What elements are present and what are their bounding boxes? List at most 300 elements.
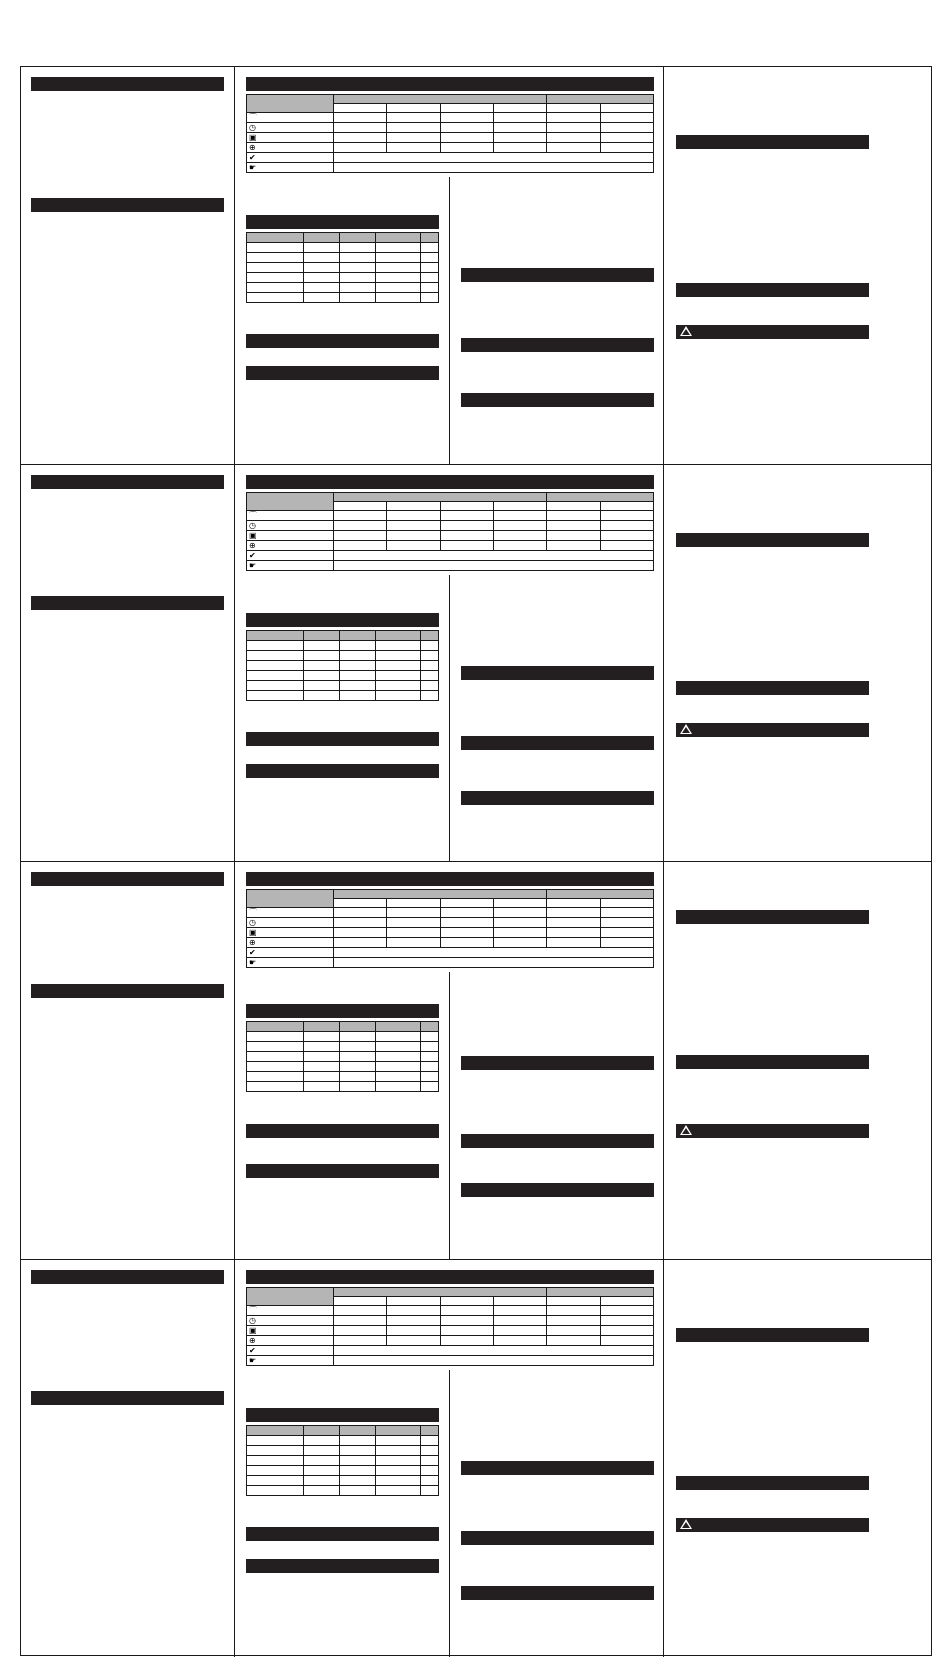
data-table	[246, 1425, 439, 1496]
table-cell	[340, 243, 376, 253]
table-subheader-cell	[547, 899, 600, 908]
table-header-cell	[334, 95, 547, 104]
section-header-bar	[246, 1270, 654, 1284]
column-divider	[663, 1260, 664, 1658]
section-header-bar	[676, 1328, 869, 1342]
table-cell	[440, 1315, 493, 1325]
table-cell	[340, 1425, 376, 1435]
section-header-bar	[676, 283, 869, 297]
spec-table	[246, 492, 654, 571]
table-subheader-cell	[493, 104, 546, 113]
warning-header-bar	[676, 723, 869, 737]
table-cell	[387, 113, 440, 123]
table-cell	[547, 1335, 600, 1345]
section-header-bar	[31, 77, 224, 91]
table-row	[247, 530, 654, 540]
table-cell	[440, 520, 493, 530]
table-cell	[493, 510, 546, 520]
table-subheader-cell	[493, 899, 546, 908]
check-icon: ✔	[247, 948, 334, 958]
table-row	[247, 1435, 439, 1445]
table-cell	[387, 133, 440, 143]
section-header-bar	[246, 1527, 439, 1541]
table-cell	[247, 680, 304, 690]
table-cell	[375, 293, 420, 303]
table-cell	[420, 243, 438, 253]
table-row	[247, 253, 439, 263]
table-subheader-cell	[600, 1296, 653, 1305]
table-row	[247, 670, 439, 680]
document-sheet	[20, 66, 932, 1656]
column-divider	[234, 465, 235, 862]
section-header-bar	[31, 1391, 224, 1405]
column-divider	[449, 575, 450, 862]
section-header-bar	[246, 334, 439, 348]
table-cell	[304, 650, 340, 660]
table-subheader-cell	[440, 1296, 493, 1305]
table-cell	[304, 1072, 340, 1082]
section-header-bar	[246, 764, 439, 778]
table-cell	[375, 1435, 420, 1445]
section-header-bar	[246, 732, 439, 746]
data-table	[246, 630, 439, 701]
table-cell	[340, 1455, 376, 1465]
section-header-bar	[461, 791, 654, 805]
table-cell	[420, 1062, 438, 1072]
table-row	[247, 510, 654, 520]
table-cell	[334, 520, 387, 530]
table-cell	[547, 133, 600, 143]
section-header-bar	[246, 1408, 439, 1422]
table-cell	[493, 918, 546, 928]
table-cell	[387, 918, 440, 928]
table-cell	[600, 520, 653, 530]
column-divider	[449, 972, 450, 1259]
warning-header-bar	[676, 1518, 869, 1532]
warning-triangle-icon	[680, 724, 692, 734]
table-cell	[440, 918, 493, 928]
table-cell	[600, 143, 653, 153]
table-cell	[420, 1032, 438, 1042]
table-cell	[304, 1445, 340, 1455]
panel-row	[21, 1260, 931, 1658]
table-cell	[247, 263, 304, 273]
table-cell	[547, 113, 600, 123]
table-cell	[420, 1455, 438, 1465]
table-cell	[334, 928, 387, 938]
table-cell	[387, 1305, 440, 1315]
table-cell	[440, 938, 493, 948]
table-cell	[387, 143, 440, 153]
table-cell	[340, 273, 376, 283]
table-cell	[387, 1325, 440, 1335]
table-cell	[304, 1082, 340, 1092]
table-cell	[493, 143, 546, 153]
target-icon: ⊕	[247, 540, 334, 550]
connector-icon: ⌒	[247, 908, 334, 918]
table-cell	[304, 690, 340, 700]
table-row	[247, 908, 654, 918]
table-cell	[247, 253, 304, 263]
table-cell	[547, 1315, 600, 1325]
table-cell	[334, 133, 387, 143]
table-subheader-cell	[547, 501, 600, 510]
column-divider	[663, 465, 664, 862]
table-cell	[340, 1445, 376, 1455]
table-cell	[304, 630, 340, 640]
section-header-bar	[246, 475, 654, 489]
table-header-cell	[247, 890, 334, 908]
table-cell	[334, 153, 654, 163]
table-subheader-cell	[334, 501, 387, 510]
table-cell	[334, 560, 654, 570]
table-cell	[340, 680, 376, 690]
table-cell	[375, 273, 420, 283]
table-cell	[387, 928, 440, 938]
table-subheader-cell	[334, 899, 387, 908]
table-cell	[387, 938, 440, 948]
column-divider	[449, 1370, 450, 1658]
table-cell	[600, 1325, 653, 1335]
table-row	[247, 1082, 439, 1092]
section-header-bar	[246, 1004, 439, 1018]
connector-icon: ⌒	[247, 510, 334, 520]
table-cell	[547, 530, 600, 540]
table-cell	[420, 690, 438, 700]
table-row	[247, 283, 439, 293]
table-cell	[547, 908, 600, 918]
table-cell	[304, 1022, 340, 1032]
table-cell	[334, 540, 387, 550]
table-row	[247, 1485, 439, 1495]
section-header-bar	[461, 1134, 654, 1148]
table-cell	[440, 133, 493, 143]
section-header-bar	[31, 596, 224, 610]
pointer-icon: ☛	[247, 560, 334, 570]
table-subheader-cell	[387, 104, 440, 113]
table-cell	[334, 123, 387, 133]
table-cell	[420, 640, 438, 650]
table-header-cell	[247, 1287, 334, 1305]
clock-icon: ◷	[247, 123, 334, 133]
table-cell	[334, 1305, 387, 1315]
table-row	[247, 520, 654, 530]
table-subheader-cell	[334, 1296, 387, 1305]
table-header-cell	[334, 1287, 547, 1296]
pointer-icon: ☛	[247, 163, 334, 173]
section-header-bar	[461, 338, 654, 352]
check-icon: ✔	[247, 1345, 334, 1355]
table-row	[247, 1465, 439, 1475]
table-cell	[547, 1305, 600, 1315]
panel-row	[21, 465, 931, 863]
check-icon: ✔	[247, 550, 334, 560]
table-cell	[387, 540, 440, 550]
display-icon: ▣	[247, 928, 334, 938]
table-cell	[375, 1042, 420, 1052]
table-row	[247, 133, 654, 143]
table-cell	[440, 1325, 493, 1335]
warning-triangle-icon	[680, 1125, 692, 1135]
table-cell	[375, 1082, 420, 1092]
warning-header-bar	[676, 325, 869, 339]
table-cell	[340, 283, 376, 293]
table-cell	[440, 908, 493, 918]
table-row	[247, 1445, 439, 1455]
table-cell	[334, 948, 654, 958]
display-icon: ▣	[247, 133, 334, 143]
connector-icon: ⌒	[247, 1305, 334, 1315]
section-header-bar	[246, 215, 439, 229]
table-row	[247, 640, 439, 650]
table-cell	[600, 918, 653, 928]
section-header-bar	[31, 475, 224, 489]
table-cell	[340, 253, 376, 263]
section-header-bar	[676, 681, 869, 695]
table-cell	[340, 1042, 376, 1052]
table-cell	[340, 1435, 376, 1445]
table-row	[247, 123, 654, 133]
table-cell	[547, 510, 600, 520]
table-row	[247, 1042, 439, 1052]
table-cell	[247, 273, 304, 283]
table-cell	[304, 1475, 340, 1485]
spec-table	[246, 94, 654, 173]
table-cell	[247, 1022, 304, 1032]
table-row	[247, 560, 654, 570]
table-cell	[247, 233, 304, 243]
table-cell	[340, 660, 376, 670]
table-header-row	[247, 1022, 439, 1032]
table-row	[247, 938, 654, 948]
target-icon: ⊕	[247, 1335, 334, 1345]
table-cell	[375, 660, 420, 670]
table-cell	[304, 233, 340, 243]
table-cell	[600, 113, 653, 123]
table-cell	[547, 918, 600, 928]
table-row	[247, 660, 439, 670]
table-cell	[420, 273, 438, 283]
pointer-icon: ☛	[247, 958, 334, 968]
table-cell	[440, 143, 493, 153]
table-header-cell	[547, 492, 654, 501]
table-cell	[247, 293, 304, 303]
table-subheader-cell	[334, 104, 387, 113]
table-cell	[247, 1032, 304, 1042]
table-cell	[304, 680, 340, 690]
table-cell	[600, 133, 653, 143]
table-cell	[375, 1475, 420, 1485]
table-row	[247, 163, 654, 173]
section-header-bar	[676, 1476, 869, 1490]
table-cell	[600, 908, 653, 918]
table-cell	[375, 253, 420, 263]
table-cell	[340, 233, 376, 243]
display-icon: ▣	[247, 1325, 334, 1335]
table-subheader-cell	[547, 1296, 600, 1305]
section-header-bar	[461, 1586, 654, 1600]
check-icon: ✔	[247, 153, 334, 163]
table-cell	[247, 660, 304, 670]
section-header-bar	[246, 1164, 439, 1178]
table-cell	[304, 1042, 340, 1052]
table-row	[247, 153, 654, 163]
table-cell	[387, 123, 440, 133]
table-cell	[440, 928, 493, 938]
table-row	[247, 1325, 654, 1335]
table-cell	[334, 938, 387, 948]
table-cell	[600, 1315, 653, 1325]
table-cell	[547, 520, 600, 530]
table-cell	[493, 928, 546, 938]
table-row	[247, 650, 439, 660]
table-cell	[334, 143, 387, 153]
table-cell	[547, 928, 600, 938]
table-header-cell	[547, 1287, 654, 1296]
table-cell	[375, 1485, 420, 1495]
section-header-bar	[246, 1559, 439, 1573]
table-cell	[387, 1335, 440, 1345]
table-cell	[304, 293, 340, 303]
table-cell	[375, 650, 420, 660]
table-cell	[340, 630, 376, 640]
table-row	[247, 1475, 439, 1485]
column-divider	[234, 862, 235, 1259]
table-cell	[440, 540, 493, 550]
table-cell	[334, 1335, 387, 1345]
table-row	[247, 928, 654, 938]
table-cell	[247, 1465, 304, 1475]
table-cell	[493, 1325, 546, 1335]
table-cell	[493, 1305, 546, 1315]
table-row	[247, 680, 439, 690]
section-header-bar	[31, 872, 224, 886]
table-cell	[493, 530, 546, 540]
table-cell	[375, 680, 420, 690]
table-cell	[387, 1315, 440, 1325]
table-header-cell	[334, 492, 547, 501]
table-cell	[247, 670, 304, 680]
table-cell	[375, 1032, 420, 1042]
table-cell	[420, 1072, 438, 1082]
table-cell	[334, 1315, 387, 1325]
table-cell	[387, 530, 440, 540]
table-cell	[547, 938, 600, 948]
table-header-row	[247, 492, 654, 501]
table-cell	[375, 670, 420, 680]
panel-row	[21, 862, 931, 1260]
table-subheader-cell	[387, 899, 440, 908]
table-cell	[375, 1072, 420, 1082]
table-cell	[334, 530, 387, 540]
table-cell	[304, 1425, 340, 1435]
table-cell	[375, 1455, 420, 1465]
table-cell	[304, 1485, 340, 1495]
table-cell	[304, 1062, 340, 1072]
table-cell	[375, 243, 420, 253]
table-cell	[247, 690, 304, 700]
column-divider	[234, 67, 235, 464]
table-row	[247, 1455, 439, 1465]
table-row	[247, 143, 654, 153]
table-cell	[600, 123, 653, 133]
table-cell	[247, 283, 304, 293]
section-header-bar	[31, 198, 224, 212]
table-header-row	[247, 95, 654, 104]
table-cell	[420, 650, 438, 660]
target-icon: ⊕	[247, 143, 334, 153]
table-cell	[493, 123, 546, 133]
table-row	[247, 918, 654, 928]
table-row	[247, 243, 439, 253]
data-table	[246, 232, 439, 303]
table-cell	[247, 1082, 304, 1092]
table-cell	[440, 1335, 493, 1345]
table-subheader-cell	[387, 501, 440, 510]
table-cell	[440, 1305, 493, 1315]
table-row	[247, 1315, 654, 1325]
table-row	[247, 1032, 439, 1042]
section-header-bar	[461, 268, 654, 282]
table-cell	[340, 650, 376, 660]
table-row	[247, 1072, 439, 1082]
table-cell	[493, 133, 546, 143]
table-cell	[304, 640, 340, 650]
table-cell	[334, 550, 654, 560]
section-header-bar	[246, 613, 439, 627]
section-header-bar	[461, 1531, 654, 1545]
section-header-bar	[31, 1270, 224, 1284]
section-header-bar	[676, 910, 869, 924]
warning-triangle-icon	[680, 1519, 692, 1529]
table-cell	[340, 263, 376, 273]
pointer-icon: ☛	[247, 1355, 334, 1365]
table-row	[247, 690, 439, 700]
table-cell	[304, 1435, 340, 1445]
table-header-row	[247, 1425, 439, 1435]
table-header-row	[247, 890, 654, 899]
table-cell	[440, 113, 493, 123]
section-header-bar	[461, 666, 654, 680]
table-cell	[493, 520, 546, 530]
table-cell	[600, 530, 653, 540]
table-cell	[420, 1082, 438, 1092]
table-cell	[334, 918, 387, 928]
table-cell	[600, 928, 653, 938]
table-header-cell	[334, 890, 547, 899]
connector-icon: ⌒	[247, 113, 334, 123]
table-row	[247, 263, 439, 273]
table-row	[247, 540, 654, 550]
table-cell	[420, 660, 438, 670]
table-cell	[387, 520, 440, 530]
table-subheader-cell	[440, 899, 493, 908]
spec-table	[246, 1287, 654, 1366]
table-cell	[375, 1062, 420, 1072]
table-cell	[375, 1445, 420, 1455]
table-cell	[493, 1315, 546, 1325]
target-icon: ⊕	[247, 938, 334, 948]
table-subheader-cell	[600, 899, 653, 908]
column-divider	[449, 177, 450, 464]
section-header-bar	[246, 872, 654, 886]
column-divider	[234, 1260, 235, 1658]
table-cell	[247, 1042, 304, 1052]
table-cell	[420, 1052, 438, 1062]
table-cell	[304, 1032, 340, 1042]
table-cell	[304, 1052, 340, 1062]
table-cell	[340, 670, 376, 680]
